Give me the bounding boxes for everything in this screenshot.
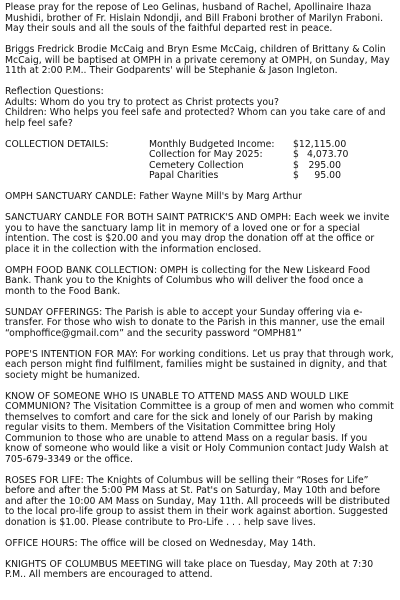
sanctuary-candle-both: SANCTUARY CANDLE FOR BOTH SAINT PATRICK'S AND OMPH: Each week we invite you to have the sanctuary lamp lit in memory of a loved one or for a special intention. The cost is $20.00 and you may drop the donation off at the office or place it in the collection with the information enclosed. xyxy=(5,212,390,255)
collection-row-amount: $12,115.00 xyxy=(293,138,347,150)
omph-sanctuary-candle: OMPH SANCTUARY CANDLE: Father Wayne Mill's by Marg Arthur xyxy=(5,191,302,202)
collection-row-currency: $ xyxy=(293,170,299,181)
collection-row-currency: $ xyxy=(293,159,299,171)
collection-row xyxy=(149,150,394,161)
collection-table xyxy=(149,140,394,182)
collection-row-desc: Monthly Budgeted Income: xyxy=(149,138,275,150)
collection-label: COLLECTION DETAILS: xyxy=(5,138,109,150)
repose-notice: Please pray for the repose of Leo Gelinas, husband of Rachel, Apollinaire Ihaza Mushidi, brother of Fr. Hislain Ndondji, and Bill Fraboni brother of Marilyn Fraboni. May their souls and all the souls of the faithful departed rest in peace. xyxy=(5,2,384,34)
kofc-meeting-notice: KNIGHTS OF COLUMBUS MEETING will take place on Tuesday, May 20th at 7:30 P.M.. All members are encouraged to attend. xyxy=(5,558,374,580)
collection-row-amount: 4,073.70 xyxy=(307,149,349,160)
collection-row-currency: $ xyxy=(293,149,299,160)
office-hours-notice: OFFICE HOURS: The office will be closed on Wednesday, May 14th. xyxy=(5,537,316,549)
popes-intention: POPE'S INTENTION FOR MAY: For working conditions. Let us pray that through work, each person might find fulfilment, families might be sustained in dignity, and that society might be humanized. xyxy=(5,348,394,381)
baptism-notice: Briggs Fredrick Brodie McCaig and Bryn Esme McCaig, children of Brittany & Colin McCaig, will be baptised at OMPH in a private ceremony at OMPH, on Sunday, May 11th at 2:00 P.M.. Their Godparents' will be Stephanie & Jason Ingleton. xyxy=(5,44,390,76)
reflection-questions xyxy=(5,87,394,129)
collection-row-amount: 95.00 xyxy=(314,170,341,181)
reflection-children: Children: Who helps you feel safe and protected? Whom can you take care of and help feel safe? xyxy=(5,107,386,129)
reflection-heading: Reflection Questions: xyxy=(5,86,104,97)
collection-row-desc: Collection for May 2025: xyxy=(149,149,263,160)
visitation-committee-notice: KNOW OF SOMEONE WHO IS UNABLE TO ATTEND MASS AND WOULD LIKE COMMUNION? The Visitation Committee is a group of men and women who commit themselves to comfort and care for the sick and lonely of our Parish by making regular visits to them. Members of the Visitation Committee bring Holy Communion to those who are unable to attend Mass on a regular basis. If you know of someone who would like a visit or Holy Communion contact Judy Walsh at 705-679-3349 or the office. xyxy=(5,390,394,465)
sunday-offerings-notice: SUNDAY OFFERINGS: The Parish is able to accept your Sunday offering via e-transfer. For those who wish to donate to the Parish in this manner, use the email “omphoffice@gmail.com” and the security password “OMPH81” xyxy=(5,306,385,339)
roses-for-life-notice: ROSES FOR LIFE: The Knights of Columbus will be selling their “Roses for Life” before and after the 5:00 PM Mass at St. Pat's on Saturday, May 10th and before and after the 10:00 AM Mass on Sunday, May 11th. All proceeds will be distributed to the local pro-life group to assist them in their work against abortion. Suggested donation is $1.00. Please contribute to Pro-Life . . . help save lives. xyxy=(5,474,390,528)
collection-row-desc: Papal Charities xyxy=(149,170,219,181)
collection-row-amount: 295.00 xyxy=(308,159,341,171)
collection-details xyxy=(5,140,394,182)
collection-row xyxy=(149,171,394,182)
food-bank-notice: OMPH FOOD BANK COLLECTION: OMPH is collecting for the New Liskeard Food Bank. Thank you to the Knights of Columbus who will deliver the food once a month to the Food Bank. xyxy=(5,264,371,297)
reflection-adults: Adults: Whom do you try to protect as Christ protects you? xyxy=(5,96,279,108)
collection-row-desc: Cemetery Collection xyxy=(149,159,244,171)
